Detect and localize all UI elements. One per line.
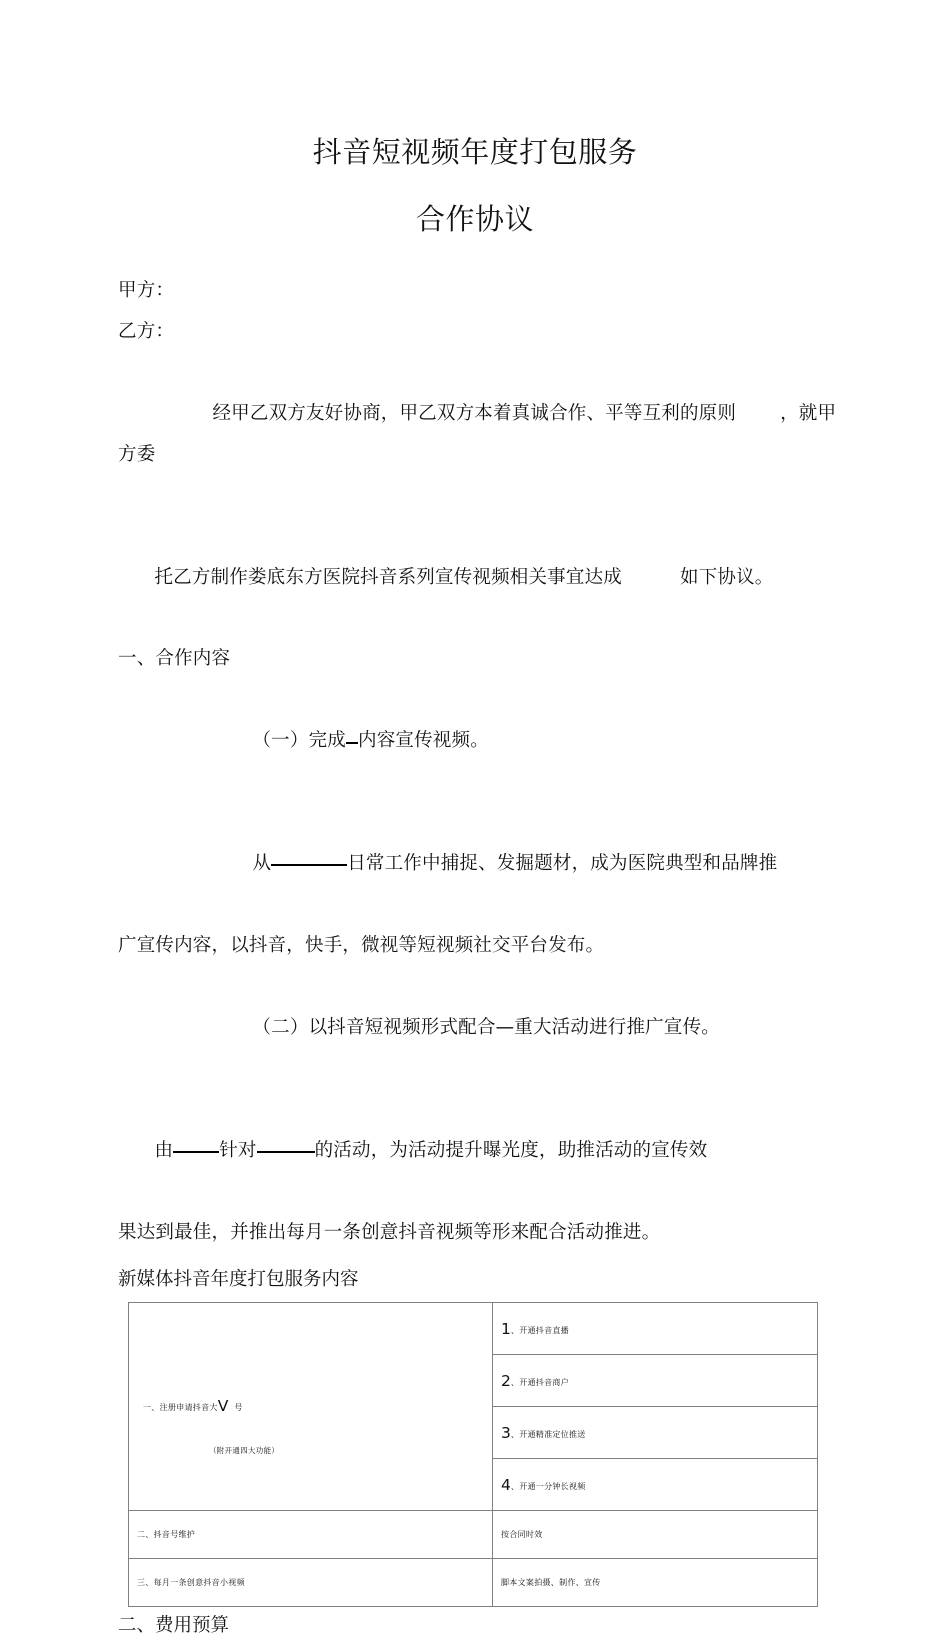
item-one-detail-line-2: 广宣传内容，以抖音，快手，微视等短视频社交平台发布。 (118, 935, 605, 956)
feature-4-number: 4 (501, 1475, 511, 1494)
item-one-detail-blank (271, 864, 347, 866)
table-cell-registration (129, 1303, 493, 1511)
item-two-line (118, 966, 840, 1089)
item-one-blank (346, 742, 358, 744)
preamble-segment-1: 经甲乙双方友好协商，甲乙双方本着真诚合作、平等互利的原则 (212, 403, 737, 424)
table-row (129, 1511, 818, 1559)
registration-cell-inner (137, 1305, 484, 1509)
feature-4-separator: 、 (510, 1481, 520, 1491)
table-cell-monthly-video-value: 脚本文案拍摄、制作、宣传 (493, 1559, 818, 1607)
table-cell-monthly-video-label: 三、每月一条创意抖音小视频 (129, 1559, 493, 1607)
item-one-suffix: 内容宣传视频。 (358, 730, 489, 751)
service-table-caption: 新媒体抖音年度打包服务内容 (118, 1269, 359, 1290)
feature-3-number: 3 (501, 1423, 511, 1442)
table-row (129, 1559, 818, 1607)
document-title-line-1: 抖音短视频年度打包服务 (312, 135, 638, 169)
registration-label-tail: 号 (234, 1402, 243, 1412)
preamble-paragraph (118, 352, 840, 516)
table-cell-feature-1 (493, 1303, 818, 1355)
item-two-detail-segment-1: 由 (154, 1140, 174, 1161)
item-two-detail-blank-2 (257, 1151, 315, 1153)
item-one-prefix: （一）完成 (252, 730, 346, 751)
item-two-detail-line-2: 果达到最佳，并推出每月一条创意抖音视频等形来配合活动推进。 (118, 1222, 661, 1243)
registration-label (143, 1397, 243, 1415)
table-cell-maintenance-value: 按合同时效 (493, 1511, 818, 1559)
document-body (0, 270, 950, 1253)
party-b-line: 乙方： (118, 321, 175, 342)
feature-3-separator: 、 (510, 1429, 520, 1439)
table-row (129, 1303, 818, 1355)
table-cell-feature-4 (493, 1459, 818, 1511)
table-cell-feature-2 (493, 1355, 818, 1407)
section-heading-cooperation: 一、合作内容 (118, 648, 231, 669)
table-cell-maintenance-label: 二、抖音号维护 (129, 1511, 493, 1559)
feature-1-text: 开通抖音直播 (519, 1325, 569, 1335)
preamble-segment-2: ，就甲方委 (118, 403, 837, 465)
preamble-paragraph-cont (118, 516, 840, 639)
preamble-segment-3: 托乙方制作娄底东方医院抖音系列宣传视频相关事宜达成 (154, 567, 622, 588)
feature-1-number: 1 (501, 1319, 511, 1338)
item-two-text: （二）以抖音短视频形式配合—重大活动进行推广宣传。 (252, 1017, 720, 1038)
item-two-detail-blank-1 (173, 1151, 219, 1153)
item-two-detail-segment-3: 的活动，为活动提升曝光度，助推活动的宣传效 (314, 1140, 708, 1161)
feature-3-text: 开通精准定位推送 (519, 1429, 586, 1439)
feature-4-text: 开通一分钟长视频 (519, 1481, 586, 1491)
feature-2-text: 开通抖音商户 (519, 1377, 569, 1387)
document-title-line-2: 合作协议 (415, 202, 534, 236)
party-a-line: 甲方： (118, 280, 175, 301)
service-content-table (128, 1302, 818, 1607)
item-one-detail-segment-2: 日常工作中捕捉、发掘题材，成为医院典型和品牌推 (347, 853, 778, 874)
registration-label-text: 一、注册申请抖音大 (143, 1402, 218, 1412)
preamble-segment-4: 如下协议。 (680, 567, 774, 588)
registration-sub-note: （附开通四大功能） (209, 1445, 280, 1455)
feature-2-number: 2 (501, 1371, 511, 1390)
section-heading-budget: 二、费用预算 (118, 1615, 230, 1636)
registration-label-v: V (217, 1396, 229, 1415)
feature-2-separator: 、 (510, 1377, 520, 1387)
item-two-detail-segment-2: 针对 (219, 1140, 257, 1161)
item-one-detail-line-1 (118, 802, 840, 925)
feature-1-separator: 、 (510, 1325, 520, 1335)
item-one-line (118, 679, 840, 802)
item-two-detail-line-1 (118, 1089, 840, 1212)
item-one-detail-segment-1: 从 (252, 853, 272, 874)
table-cell-feature-3 (493, 1407, 818, 1459)
